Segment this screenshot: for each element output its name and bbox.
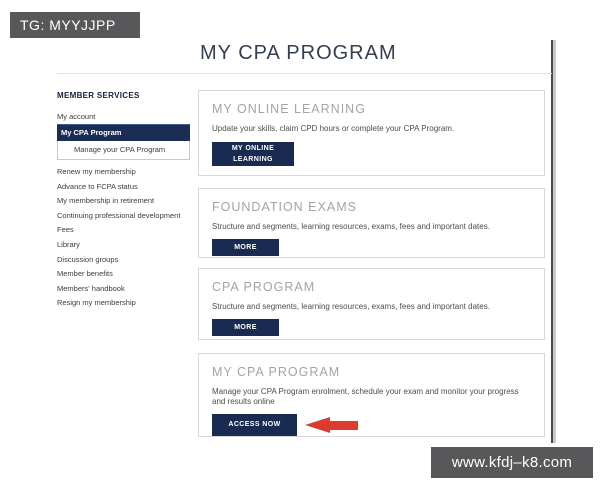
sidebar-item-my-account[interactable]: My account — [57, 112, 96, 121]
red-arrow-left-icon — [305, 417, 358, 433]
sidebar-header: MEMBER SERVICES — [57, 91, 140, 100]
sidebar-item-renew-membership[interactable]: Renew my membership — [57, 167, 136, 176]
card-cpa-program — [198, 268, 545, 340]
sidebar-item-fees[interactable]: Fees — [57, 225, 74, 235]
arrow-shaft — [330, 421, 358, 430]
foundation-exams-more-button[interactable]: MORE — [212, 239, 279, 256]
card-title: CPA PROGRAM — [212, 280, 316, 294]
main-content — [198, 90, 545, 437]
card-description: Structure and segments, learning resources, exams, fees and important dates. — [212, 302, 490, 311]
sidebar-item-continuing-professional-development[interactable]: Continuing professional development — [57, 210, 181, 220]
title-divider — [57, 73, 552, 74]
window-edge-line — [551, 40, 556, 443]
card-foundation-exams — [198, 188, 545, 258]
sidebar-item-manage-cpa-program[interactable]: Manage your CPA Program — [74, 145, 166, 154]
sidebar-item-resign-membership[interactable]: Resign my membership — [57, 298, 136, 308]
my-online-learning-button[interactable]: MY ONLINE LEARNING — [212, 142, 294, 166]
telegram-badge: TG: MYYJJPP — [10, 12, 140, 38]
sidebar-item-discussion-groups[interactable]: Discussion groups — [57, 254, 119, 264]
card-description: Update your skills, claim CPD hours or complete your CPA Program. — [212, 124, 455, 133]
card-title: MY CPA PROGRAM — [212, 365, 341, 379]
card-title: MY ONLINE LEARNING — [212, 102, 366, 116]
page-title: MY CPA PROGRAM — [200, 42, 397, 64]
card-description: Manage your CPA Program enrolment, schedule your exam and monitor your progress and results online — [212, 387, 519, 406]
arrow-head — [305, 417, 330, 433]
sidebar-list — [57, 165, 190, 311]
sidebar-item-advance-fcpa[interactable]: Advance to FCPA status — [57, 181, 138, 191]
card-title: FOUNDATION EXAMS — [212, 200, 357, 214]
access-now-button[interactable]: ACCESS NOW — [212, 414, 297, 436]
cpa-program-more-button[interactable]: MORE — [212, 319, 279, 336]
site-url-banner: www.kfdj–k8.com — [431, 447, 593, 478]
sidebar-item-library[interactable]: Library — [57, 239, 80, 249]
card-my-cpa-program — [198, 353, 545, 437]
sidebar-item-members-handbook[interactable]: Members' handbook — [57, 283, 125, 293]
sidebar-item-member-benefits[interactable]: Member benefits — [57, 269, 113, 279]
card-description: Structure and segments, learning resources, exams, fees and important dates. — [212, 222, 490, 231]
card-my-online-learning — [198, 90, 545, 176]
sidebar-subitem-box — [57, 141, 190, 160]
sidebar-item-my-cpa-program-active[interactable]: My CPA Program — [57, 124, 190, 141]
sidebar — [57, 90, 190, 311]
sidebar-item-membership-retirement[interactable]: My membership in retirement — [57, 196, 155, 206]
access-now-row — [212, 406, 531, 436]
